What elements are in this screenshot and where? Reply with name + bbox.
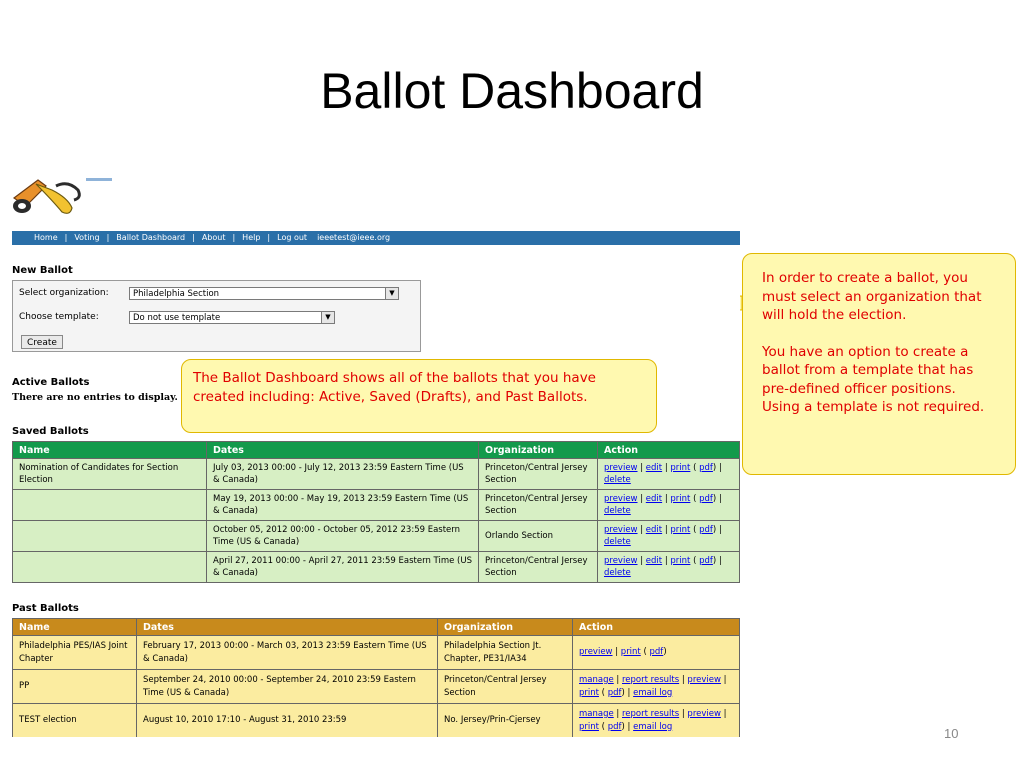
cell-name: PP: [13, 670, 137, 704]
nav-user-email: ieeetest@ieee.org: [317, 233, 391, 242]
col-header-dates: Dates: [207, 442, 479, 459]
preview-link[interactable]: preview: [604, 555, 638, 566]
cell-actions: preview | edit | print ( pdf) | delete: [598, 521, 740, 552]
table-header-row: [13, 442, 740, 459]
cell-actions: preview | edit | print ( pdf) | delete: [598, 490, 740, 521]
nav-voting[interactable]: Voting: [74, 233, 100, 242]
cell-name: Philadelphia PES/IAS Joint Chapter: [13, 636, 137, 670]
col-header-name: Name: [13, 619, 137, 636]
nav-separator: |: [64, 233, 68, 242]
dashboard-callout-text: The Ballot Dashboard shows all of the ballots that you have created including: Active, Saved (Drafts), and Past Ballots.: [193, 370, 596, 405]
cell-organization: Princeton/Central Jersey Section: [479, 490, 598, 521]
preview-link[interactable]: preview: [604, 493, 638, 504]
table-header-row: [13, 619, 740, 636]
cell-dates: July 03, 2013 00:00 - July 12, 2013 23:59 Eastern Time (US & Canada): [207, 459, 479, 490]
edit-link[interactable]: edit: [645, 462, 663, 473]
dropdown-arrow-icon: ▼: [321, 312, 334, 323]
pdf-link[interactable]: pdf: [699, 493, 713, 504]
nav-separator: |: [192, 233, 195, 242]
email-log-link[interactable]: email log: [633, 721, 673, 732]
print-link[interactable]: print: [579, 687, 599, 698]
print-link[interactable]: print: [670, 555, 691, 566]
report-results-link[interactable]: report results: [622, 709, 680, 719]
nav-logout[interactable]: Log out: [277, 233, 308, 242]
preview-link[interactable]: preview: [579, 647, 613, 658]
template-label: Choose template:: [19, 312, 99, 322]
print-link[interactable]: print: [670, 462, 691, 473]
col-header-dates: Dates: [137, 619, 438, 636]
organization-select-value: Philadelphia Section: [133, 289, 220, 299]
nav-help[interactable]: Help: [242, 233, 261, 242]
organization-select[interactable]: [129, 287, 399, 300]
new-ballot-form: [12, 280, 421, 352]
slide-title: Ballot Dashboard: [320, 63, 704, 119]
cell-dates: August 10, 2010 17:10 - August 31, 2010 23:59: [137, 704, 438, 738]
manage-link[interactable]: manage: [579, 675, 614, 685]
cell-dates: October 05, 2012 00:00 - October 05, 2012 23:59 Eastern Time (US & Canada): [207, 521, 479, 552]
pdf-link[interactable]: pdf: [607, 687, 622, 698]
pdf-link[interactable]: pdf: [699, 555, 713, 566]
pdf-link[interactable]: pdf: [699, 524, 713, 535]
print-link[interactable]: print: [670, 524, 691, 535]
top-nav-bar: [12, 231, 740, 245]
cell-name: [13, 552, 207, 583]
edit-link[interactable]: edit: [645, 493, 663, 504]
print-link[interactable]: print: [620, 647, 641, 658]
cell-dates: May 19, 2013 00:00 - May 19, 2013 23:59 Eastern Time (US & Canada): [207, 490, 479, 521]
page-number: 10: [944, 726, 959, 741]
cell-actions: preview | edit | print ( pdf) | delete: [598, 552, 740, 583]
delete-link[interactable]: delete: [604, 568, 631, 578]
table-row: [13, 704, 740, 738]
nav-separator: |: [267, 233, 271, 242]
cell-organization: No. Jersey/Prin-Cjersey: [438, 704, 573, 738]
table-row: [13, 552, 740, 583]
cell-actions: preview | print ( pdf): [573, 636, 740, 670]
pdf-link[interactable]: pdf: [649, 647, 664, 658]
cell-name: [13, 521, 207, 552]
cell-organization: Philadelphia Section Jt. Chapter, PE31/IA34: [438, 636, 573, 670]
col-header-organization: Organization: [479, 442, 598, 459]
nav-separator: |: [232, 233, 236, 242]
pdf-link[interactable]: pdf: [699, 462, 713, 473]
preview-link[interactable]: preview: [687, 709, 721, 719]
col-header-organization: Organization: [438, 619, 573, 636]
saved-ballots-table: [12, 441, 740, 583]
cell-actions: manage | report results | preview | print ( pdf) | email log: [573, 704, 740, 738]
table-row: [13, 670, 740, 704]
cell-name: TEST election: [13, 704, 137, 738]
cell-dates: September 24, 2010 00:00 - September 24, 2010 23:59 Eastern Time (US & Canada): [137, 670, 438, 704]
delete-link[interactable]: delete: [604, 506, 631, 516]
preview-link[interactable]: preview: [604, 462, 638, 473]
email-log-link[interactable]: email log: [633, 687, 673, 698]
table-row: [13, 459, 740, 490]
table-row: [13, 521, 740, 552]
manage-link[interactable]: manage: [579, 709, 614, 719]
active-ballots-title: Active Ballots: [12, 377, 90, 388]
cell-organization: Princeton/Central Jersey Section: [479, 552, 598, 583]
past-ballots-title: Past Ballots: [12, 603, 79, 614]
col-header-name: Name: [13, 442, 207, 459]
nav-ballot-dashboard[interactable]: Ballot Dashboard: [116, 233, 186, 242]
organization-callout-text: In order to create a ballot, you must select an organization that will hold the election.: [762, 270, 982, 323]
report-results-link[interactable]: report results: [622, 675, 680, 685]
organization-callout: [742, 253, 1016, 475]
past-ballots-table: [12, 618, 740, 737]
app-screenshot: [12, 176, 740, 737]
nav-separator: |: [106, 233, 110, 242]
dropdown-arrow-icon: ▼: [385, 288, 398, 299]
cell-name: Nomination of Candidates for Section Election: [13, 459, 207, 490]
cell-actions: preview | edit | print ( pdf) | delete: [598, 459, 740, 490]
print-link[interactable]: print: [670, 493, 691, 504]
cell-organization: Orlando Section: [479, 521, 598, 552]
nav-about[interactable]: About: [201, 233, 226, 242]
preview-link[interactable]: preview: [687, 675, 721, 685]
delete-link[interactable]: delete: [604, 475, 631, 485]
template-select-value: Do not use template: [133, 313, 221, 323]
cell-dates: February 17, 2013 00:00 - March 03, 2013 23:59 Eastern Time (US & Canada): [137, 636, 438, 670]
cell-name: [13, 490, 207, 521]
nav-home[interactable]: Home: [34, 233, 58, 242]
scissors-logo-icon: [12, 176, 122, 222]
create-button[interactable]: Create: [21, 335, 63, 349]
template-select[interactable]: [129, 311, 335, 324]
cell-dates: April 27, 2011 00:00 - April 27, 2011 23:59 Eastern Time (US & Canada): [207, 552, 479, 583]
cell-organization: Princeton/Central Jersey Section: [438, 670, 573, 704]
col-header-action: Action: [573, 619, 740, 636]
pdf-link[interactable]: pdf: [607, 721, 622, 732]
cell-organization: Princeton/Central Jersey Section: [479, 459, 598, 490]
new-ballot-title: New Ballot: [12, 265, 73, 276]
edit-link[interactable]: edit: [645, 555, 663, 566]
preview-link[interactable]: preview: [604, 524, 638, 535]
delete-link[interactable]: delete: [604, 537, 631, 547]
saved-ballots-title: Saved Ballots: [12, 426, 89, 437]
col-header-action: Action: [598, 442, 740, 459]
cell-actions: manage | report results | preview | print ( pdf) | email log: [573, 670, 740, 704]
dashboard-callout: [181, 359, 657, 433]
table-row: [13, 636, 740, 670]
table-row: [13, 490, 740, 521]
org-label: Select organization:: [19, 288, 109, 298]
active-ballots-empty: There are no entries to display.: [12, 392, 178, 403]
edit-link[interactable]: edit: [645, 524, 663, 535]
template-callout-text: You have an option to create a ballot from a template that has pre-defined officer positions. Using a template is not required.: [762, 343, 985, 415]
print-link[interactable]: print: [579, 721, 599, 732]
